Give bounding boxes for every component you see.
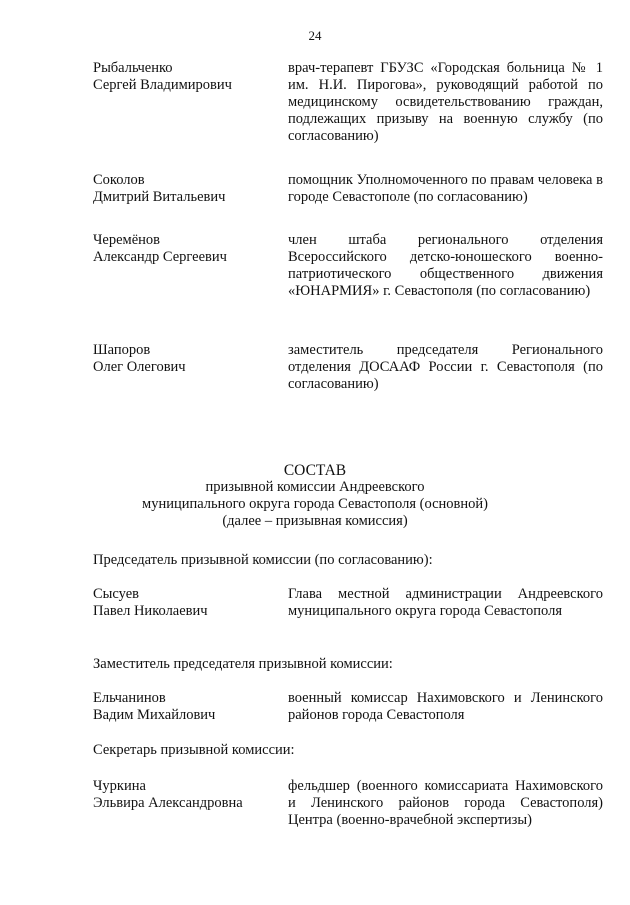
member-given-names: Эльвира Александровна: [93, 794, 243, 811]
composition-subtitle-line: муниципального округа города Севастополя (основной): [142, 496, 488, 512]
member-name: [93, 60, 278, 93]
member-name: [93, 586, 278, 619]
member-name: [93, 778, 278, 811]
member-role: Глава местной администрации Андреевского муниципального округа города Севастополя: [288, 586, 603, 619]
member-surname: Ельчанинов: [93, 690, 166, 706]
member-role: врач-терапевт ГБУЗС «Городская больница № 1 им. Н.И. Пирогова», руководящий работой по медицинскому освидетельствованию граждан, подлежащих призыву на военную службу (по согласованию): [288, 60, 603, 144]
member-name: [93, 342, 278, 375]
member-role: военный комиссар Нахимовского и Ленинского районов города Севастополя: [288, 690, 603, 723]
member-surname: Соколов: [93, 172, 145, 188]
member-role: заместитель председателя Регионального отделения ДОСААФ России г. Севастополя (по согласованию): [288, 342, 603, 392]
member-surname: Сысуев: [93, 586, 139, 602]
member-surname: Черемёнов: [93, 232, 161, 248]
secretary-section-label: Секретарь призывной комиссии:: [93, 742, 295, 758]
member-given-names: Сергей Владимирович: [93, 76, 232, 93]
composition-subtitle-line: (далее – призывная комиссия): [222, 513, 408, 529]
member-role: член штаба регионального отделения Всероссийского детско-юношеского военно-патриотического общественного движения «ЮНАРМИЯ» г. Севастополя (по согласованию): [288, 232, 603, 299]
member-role: помощник Уполномоченного по правам человека в городе Севастополе (по согласованию): [288, 172, 603, 205]
composition-subtitle-line: призывной комиссии Андреевского: [205, 479, 425, 495]
chair-section-label: Председатель призывной комиссии (по согласованию):: [93, 552, 433, 568]
member-surname: Чуркина: [93, 778, 146, 794]
member-given-names: Олег Олегович: [93, 358, 186, 375]
member-surname: Шапоров: [93, 342, 151, 358]
deputy-section-label: Заместитель председателя призывной комиссии:: [93, 656, 393, 672]
member-given-names: Дмитрий Витальевич: [93, 188, 226, 205]
composition-title: СОСТАВ: [283, 462, 347, 479]
member-name: [93, 172, 278, 205]
member-role: фельдшер (военного комиссариата Нахимовского и Ленинского районов города Севастополя) Центра (военно-врачебной экспертизы): [288, 778, 603, 828]
member-given-names: Павел Николаевич: [93, 602, 208, 619]
member-name: [93, 690, 278, 723]
member-surname: Рыбальченко: [93, 60, 173, 76]
page-number: 24: [308, 28, 322, 43]
member-given-names: Александр Сергеевич: [93, 248, 227, 265]
composition-heading: [0, 462, 630, 530]
member-name: [93, 232, 278, 265]
member-given-names: Вадим Михайлович: [93, 706, 216, 723]
